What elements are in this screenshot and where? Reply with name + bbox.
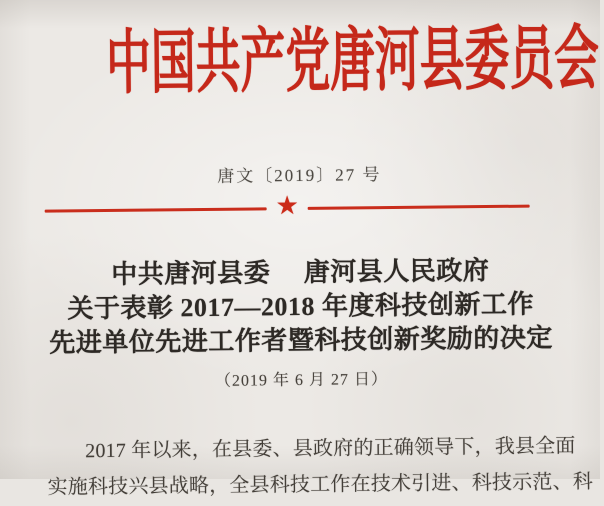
- divider-line-right: [308, 204, 530, 209]
- title-line-1: 中共唐河县委 唐河县人民政府: [111, 256, 490, 289]
- body-line-1: 2017 年以来，在县委、县政府的正确领导下，我县全面: [85, 435, 576, 463]
- issuer-letterhead: 中国共产党唐河县委员会: [105, 20, 600, 104]
- divider-line-left: [45, 207, 267, 212]
- document-title: [0, 253, 601, 361]
- red-divider: [45, 191, 530, 223]
- document-date: （2019 年 6 月 27 日）: [214, 371, 389, 390]
- body-line-2: 实施科技兴县战略，全县科技工作在技术引进、科技示范、科: [47, 470, 594, 499]
- title-line-3: 先进单位先进工作者暨科技创新奖励的决定: [49, 323, 553, 358]
- title-line-2: 关于表彰 2017—2018 年度科技创新工作: [67, 289, 535, 324]
- body-paragraph: [47, 428, 594, 506]
- document-number: 唐文〔2019〕27 号: [217, 165, 382, 186]
- red-star-icon: ★: [275, 191, 299, 222]
